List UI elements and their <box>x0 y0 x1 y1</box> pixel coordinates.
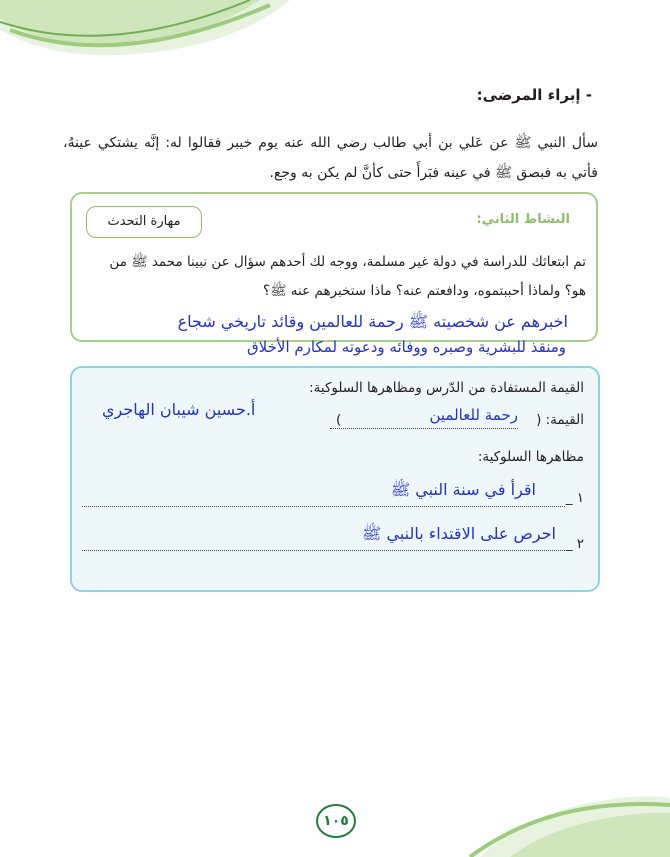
handwritten-item-1: اقرأ في سنة النبي ﷺ <box>390 480 536 499</box>
skill-badge: مهارة التحدث <box>86 206 202 238</box>
manifestations-label: مظاهرها السلوكية: <box>477 449 584 465</box>
section-title: - إبراء المرضى: <box>476 86 592 104</box>
handwritten-item-2: احرص على الاقتداء بالنبي ﷺ <box>362 524 556 543</box>
teacher-name: أ.حسين شيبان الهاجري <box>102 400 256 419</box>
item-number-1: ١ _ <box>565 490 584 506</box>
activity-title: النشاط الثاني: <box>476 212 570 227</box>
page-number: ١٠٥ <box>316 804 356 838</box>
handwritten-answer-line1: اخبرهم عن شخصيته ﷺ رحمة للعالمين وقائد تاريخي شجاع <box>177 312 568 331</box>
handwritten-answer-line2: ومنقذ للبشرية وصبره ووفائه ودعوته لمكارم الأخلاق <box>247 338 566 356</box>
value-label: القيمة: ( <box>536 412 584 428</box>
top-left-ornament <box>0 0 300 60</box>
answer-line-2 <box>82 550 565 551</box>
value-answer: رحمة للعالمين <box>330 406 518 429</box>
bottom-right-ornament <box>450 777 670 857</box>
answer-line-1 <box>82 506 565 507</box>
activity-question: تم ابتعاثك للدراسة في دولة غير مسلمة، ووجه لك أحدهم سؤال عن نبينا محمد ﷺ من هو؟ ولماذا أحببتموه، ودافعتم عنه؟ ماذا ستخبرهم عنه ﷺ؟ <box>109 254 586 299</box>
value-close-paren: ) <box>336 412 342 428</box>
hadith-text: سأل النبي ﷺ عن عَلي بن أبي طالب رضي الله عنه يوم خيبر فقالوا له: إنَّه يشتكي عينهُ، فأتي به فبصق ﷺ في عينه فبَرأَ حتى كأنَّ لم يكن به وجع. <box>63 135 598 181</box>
item-number-2: ٢ _ <box>565 536 584 552</box>
values-question: القيمة المستفادة من الدّرس ومظاهرها السلوكية: <box>309 380 584 396</box>
